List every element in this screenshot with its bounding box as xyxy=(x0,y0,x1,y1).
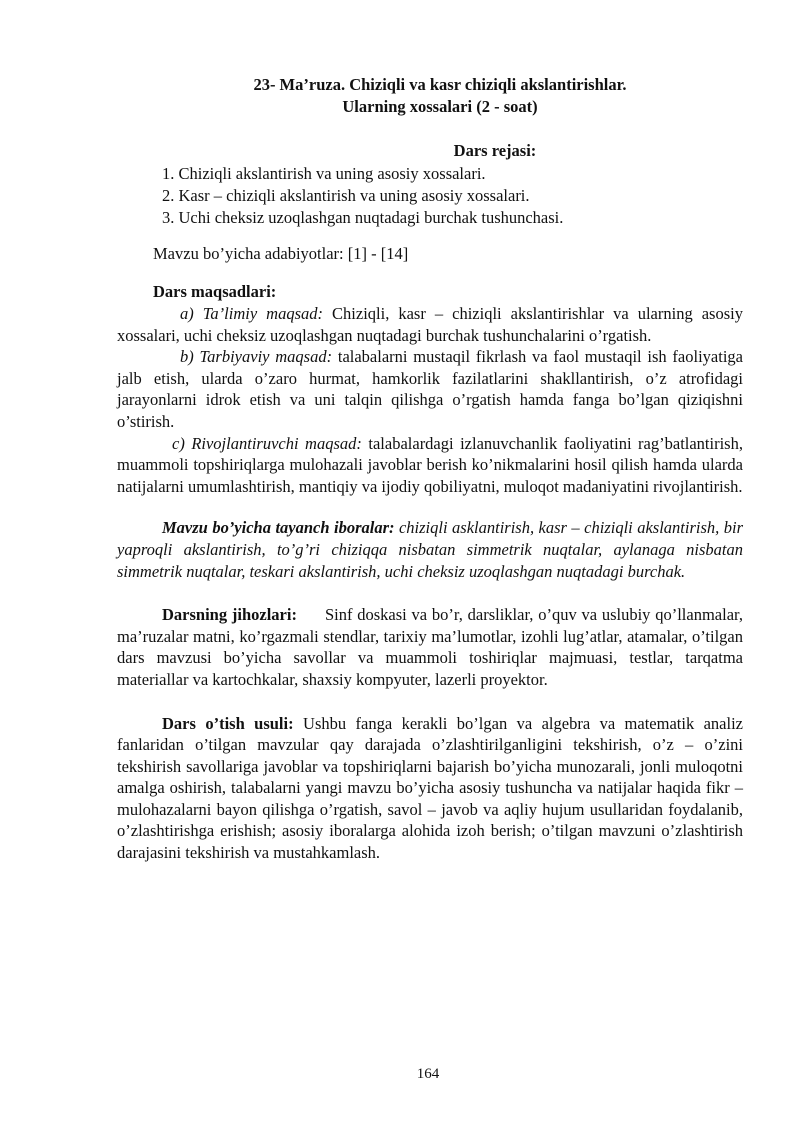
key-terms-label: Mavzu bo’yicha tayanch iboralar: xyxy=(162,518,395,538)
method-label: Dars o’tish usuli: xyxy=(162,713,294,733)
goal-c-paragraph xyxy=(117,433,743,498)
plan-item-1: 1. Chiziqli akslantirish va uning asosiy xossalari. xyxy=(162,164,486,183)
plan-heading: Dars rejasi: xyxy=(453,141,537,160)
lecture-title-line-2: Ularning xossalari (2 - soat) xyxy=(342,97,538,116)
page-number: 164 xyxy=(416,1066,440,1082)
goal-a-text: Chiziqli, kasr – chiziqli akslantirishlar va ularning asosiy xossalari, uchi cheksiz uzoqlashgan nuqtadagi burchak tushunchalarini o’rgatish. xyxy=(117,304,743,345)
document-page xyxy=(117,74,743,864)
key-terms-paragraph xyxy=(117,517,743,582)
key-terms-text: chiziqli asklantirish, kasr – chiziqli akslantirish, bir yaproqli akslantirish, to’g’ri chiziqqa nisbatan simmetrik nuqtalar, aylanaga nisbatan simmetrik nuqtalar, teskari akslantirish, uchi cheksiz uzoqlashgan nuqtadagi burchak. xyxy=(117,518,743,581)
goal-b-label: b) Tarbiyaviy maqsad: xyxy=(180,347,333,367)
equipment-text: Sinf doskasi va bo’r, darsliklar, o’quv va uslubiy qo’llanmalar, ma’ruzalar matni, ko’rgazmali stendlar, tarixiy ma’lumotlar, izohli lug’atlar, atamalar, o’tilgan dars mavzusi bo’yicha savollar va muammoli toshiriqlar majmuasi, testlar, tarqatma materiallar va kartochkalar, shaxsiy kompyuter, lazerli proyektor. xyxy=(117,605,743,689)
method-text: Ushbu fanga kerakli bo’lgan va algebra va matematik analiz fanlaridan o’tilgan mavzular qay darajada o’zlashtirilganligini tekshirish, o’z – o’zini tekshirish savollariga javoblar va topshiriqlarni bajarish bo’yicha munozarali, jonli muloqotni amalga oshirish, talabalarni yangi mavzu bo’yicha asosiy tushuncha va natijalar haqida fikr – mulohazalarni bayon qilishga o’rgatish, savol – javob va aqliy hujum usullaridan foydalanib, o’zlashtirishga erishish; asosiy iboralarga alohida izoh berish; o’tilgan mavzuni o’zlashtirish darajasini tekshirish va mustahkamlash. xyxy=(117,713,743,863)
goal-b-text: talabalarni mustaqil fikrlash va faol mustaqil ish faoliyatiga jalb etish, ularda o’zaro hurmat, hamkorlik fazilatlarini shakllantirish, o’z atrofidagi jarayonlarni idrok etish va uni talqin qilishga o’rgatish hamda fanga bo’lgan qiziqishni o’stirish. xyxy=(117,347,743,431)
goal-a-label: a) Ta’limiy maqsad: xyxy=(180,304,324,323)
goal-b-paragraph xyxy=(117,346,743,432)
goals-heading: Dars maqsadlari: xyxy=(153,282,277,301)
goal-c-label: c) Rivojlantiruvchi maqsad: xyxy=(172,433,362,453)
lecture-title xyxy=(117,74,743,118)
equipment-paragraph xyxy=(117,604,743,690)
goal-a-paragraph xyxy=(117,303,743,346)
literature-line: Mavzu bo’yicha adabiyotlar: [1] - [14] xyxy=(153,244,409,263)
plan-list xyxy=(117,163,743,229)
goal-c-text: talabalardagi izlanuvchanlik faoliyatini rag’batlantirish, muammoli topshiriqlarga mulohazali javoblar berish ko’nikmalarini hosil qilish hamda ularda natijalarni umumlashtirish, mantiqiy va ijodiy qobiliyatni, muloqot madaniyatini rivojlantirish. xyxy=(117,433,743,496)
plan-item-3: 3. Uchi cheksiz uzoqlashgan nuqtadagi burchak tushunchasi. xyxy=(162,208,564,227)
plan-item-2: 2. Kasr – chiziqli akslantirish va uning asosiy xossalari. xyxy=(162,186,530,205)
method-paragraph xyxy=(117,713,743,864)
equipment-label: Darsning jihozlari: xyxy=(162,605,297,625)
lecture-title-line-1: 23- Ma’ruza. Chiziqli va kasr chiziqli akslantirishlar. xyxy=(253,75,627,94)
